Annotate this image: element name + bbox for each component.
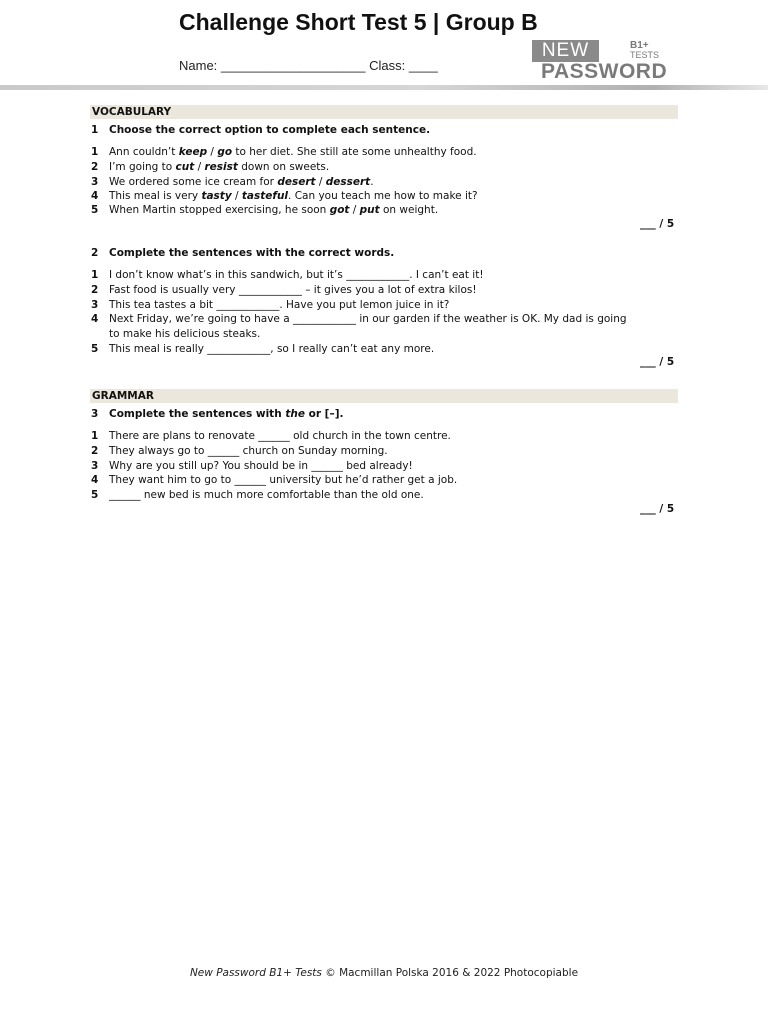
score-box: ___ / 5: [640, 356, 675, 368]
list-item: 5 When Martin stopped exercising, he soon got / put on weight.: [91, 204, 439, 216]
question-2-instruction: [91, 247, 394, 259]
list-item: 1 I don’t know what’s in this sandwich, but it’s ____________. I can’t eat it!: [91, 269, 484, 281]
list-item: 2 I’m going to cut / resist down on sweets.: [91, 161, 330, 173]
score-box: ___ / 5: [640, 503, 675, 515]
list-item: 1 There are plans to renovate ______ old church in the town centre.: [91, 430, 451, 442]
header-divider: [0, 85, 768, 90]
list-item: 5 This meal is really ____________, so I really can’t eat any more.: [91, 343, 435, 355]
logo-tests: TESTS: [630, 50, 660, 60]
logo-password: PASSWORD: [541, 60, 668, 83]
page-footer: New Password B1+ Tests © Macmillan Polska 2016 & 2022 Photocopiable: [189, 967, 579, 979]
list-item: 3 This tea tastes a bit ____________. Have you put lemon juice in it?: [91, 299, 450, 311]
new-password-logo: [532, 40, 668, 84]
instruction-text: Complete the sentences with the correct words.: [109, 247, 395, 259]
list-item: 4 Next Friday, we’re going to have a ____________ in our garden if the weather is OK. My dad is going: [91, 313, 627, 325]
list-item: 1 Ann couldn’t keep / go to her diet. She still ate some unhealthy food.: [91, 146, 477, 158]
list-item: 5 ______ new bed is much more comfortable than the old one.: [91, 489, 424, 501]
list-item: 4 This meal is very tasty / tasteful. Can you teach me how to make it?: [91, 190, 478, 202]
section-vocabulary: VOCABULARY: [90, 105, 678, 119]
name-class-line: Name: ____________________ Class: ____: [179, 58, 438, 73]
list-item: 3 We ordered some ice cream for desert / dessert.: [91, 176, 374, 188]
page-title: Challenge Short Test 5 | Group B: [179, 9, 538, 35]
list-item: 3 Why are you still up? You should be in ______ bed already!: [91, 460, 413, 472]
list-item: 4 They want him to go to ______ university but he’d rather get a job.: [91, 474, 458, 486]
logo-level: B1+: [630, 40, 649, 51]
logo-new: NEW: [532, 40, 599, 62]
question-number: 3: [91, 408, 99, 420]
list-item: 2 They always go to ______ church on Sunday morning.: [91, 445, 388, 457]
list-item-continuation: to make his delicious steaks.: [109, 328, 261, 340]
question-number: 1: [91, 124, 99, 136]
score-box: ___ / 5: [640, 218, 675, 230]
section-grammar: GRAMMAR: [90, 389, 678, 403]
question-1-instruction: [91, 124, 430, 136]
question-3-instruction: 3 Complete the sentences with the or [–].: [91, 408, 344, 420]
question-number: 2: [91, 247, 99, 259]
instruction-text: Choose the correct option to complete each sentence.: [109, 124, 431, 136]
list-item: 2 Fast food is usually very ____________ – it gives you a lot of extra kilos!: [91, 284, 477, 296]
